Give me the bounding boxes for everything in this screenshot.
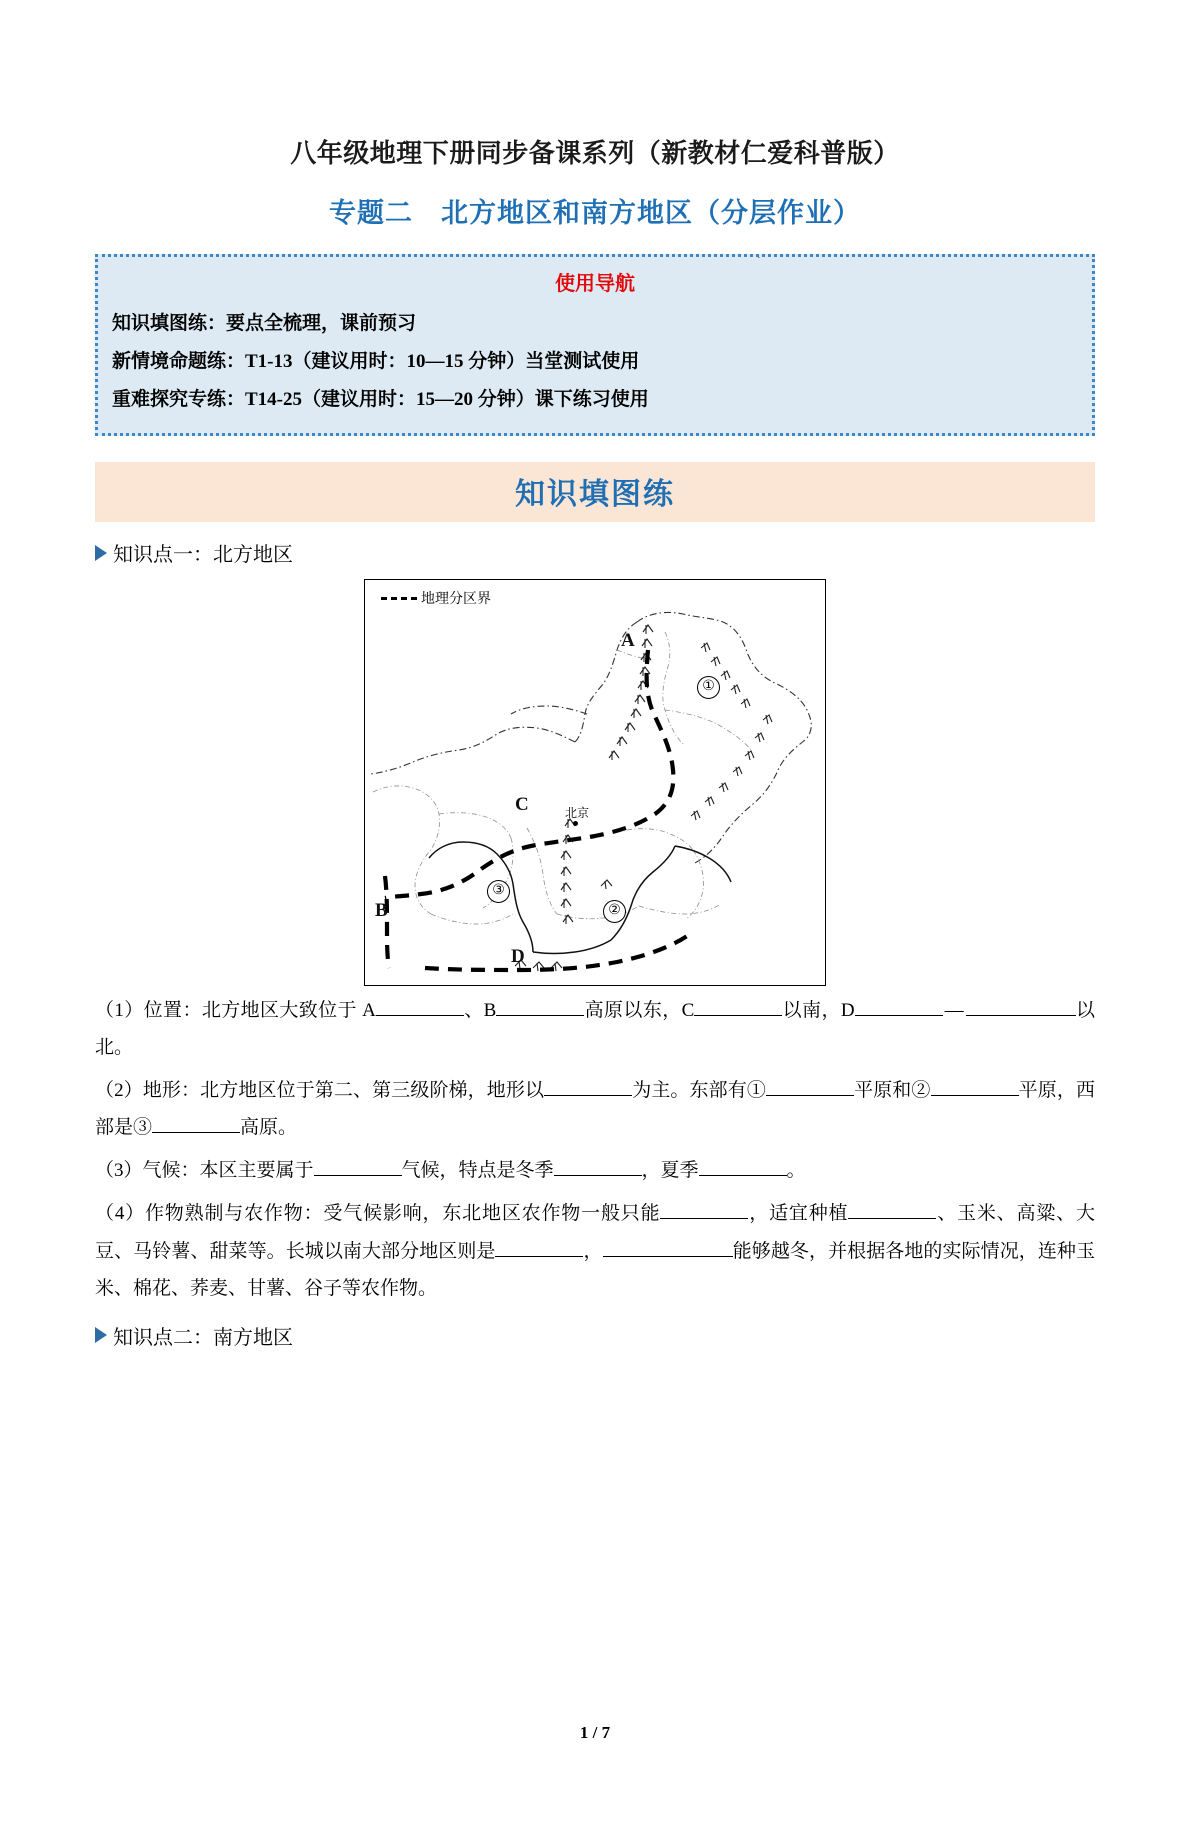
q1-text-5: 以北。 bbox=[95, 1000, 1095, 1059]
q2-text-3: 平原和② bbox=[853, 1080, 931, 1102]
q4-blank-1[interactable] bbox=[660, 1199, 748, 1220]
page-footer: 1 / 7 bbox=[579, 1723, 611, 1742]
q1-text-3: 高原以东，C bbox=[584, 1000, 695, 1022]
q3-text-2: 气候，特点是冬季 bbox=[401, 1160, 554, 1182]
usage-navigation-line-2: 新情境命题练：T1-13（建议用时：10—15 分钟）当堂测试使用 bbox=[112, 351, 640, 373]
map-number-3: ③ bbox=[487, 880, 510, 903]
page-title: 八年级地理下册同步备课系列（新教材仁爱科普版） bbox=[290, 139, 900, 168]
q2-text-1: （2）地形：北方地区位于第二、第三级阶梯，地形以 bbox=[95, 1080, 545, 1102]
map-label-c: C bbox=[515, 794, 529, 816]
usage-navigation-line-1: 知识填图练：要点全梳理，课前预习 bbox=[112, 313, 417, 335]
triangle-marker-icon-2 bbox=[95, 1327, 107, 1343]
knowledge-point-1-heading bbox=[95, 538, 1095, 567]
q2-blank-2[interactable] bbox=[766, 1075, 854, 1096]
q2-text-4: 平原，西部是③ bbox=[95, 1080, 1095, 1139]
knowledge-point-2-heading bbox=[95, 1321, 1095, 1350]
q2-text-5: 高原。 bbox=[240, 1117, 298, 1139]
knowledge-point-2-label: 知识点二：南方地区 bbox=[113, 1324, 293, 1349]
q3-blank-3[interactable] bbox=[699, 1156, 787, 1177]
tiny-mark: · bbox=[757, 252, 761, 264]
knowledge-point-1-label: 知识点一：北方地区 bbox=[113, 542, 293, 567]
usage-navigation-heading: 使用导航 bbox=[555, 273, 635, 296]
section-banner bbox=[95, 462, 1095, 522]
usage-navigation-line-3: 重难探究专练：T14-25（建议用时：15—20 分钟）课下练习使用 bbox=[112, 389, 649, 411]
china-north-region-map bbox=[364, 579, 826, 986]
q3-text-3: ，夏季 bbox=[641, 1160, 699, 1182]
q4-text-4: ， bbox=[583, 1240, 603, 1262]
document-page bbox=[0, 138, 1190, 1821]
question-1 bbox=[95, 992, 1095, 1066]
q1-dash: — bbox=[944, 1000, 964, 1022]
map-label-b: B bbox=[375, 900, 388, 922]
q4-text-2: ，适宜种植 bbox=[748, 1203, 849, 1225]
q1-blank-2[interactable] bbox=[496, 995, 584, 1016]
triangle-marker-icon bbox=[95, 545, 107, 561]
q3-blank-1[interactable] bbox=[314, 1156, 402, 1177]
map-outline-graphic bbox=[365, 580, 825, 985]
map-number-1: ① bbox=[697, 676, 720, 699]
question-4 bbox=[95, 1195, 1095, 1306]
map-legend-label: 地理分区界 bbox=[421, 591, 491, 608]
q3-text-4: 。 bbox=[786, 1160, 806, 1182]
q4-text-3: 、玉米、高粱、大豆、马铃薯、甜菜等。长城以南大部分地区则是 bbox=[95, 1203, 1095, 1262]
section-banner-label: 知识填图练 bbox=[515, 478, 675, 512]
q4-blank-2[interactable] bbox=[848, 1199, 936, 1220]
usage-navigation-box bbox=[95, 254, 1095, 436]
map-number-2: ② bbox=[603, 900, 626, 923]
q1-text-4: 以南，D bbox=[782, 1000, 855, 1022]
question-2 bbox=[95, 1072, 1095, 1146]
map-label-d: D bbox=[511, 946, 525, 968]
map-city-beijing: 北京 bbox=[565, 806, 590, 821]
q1-blank-4[interactable] bbox=[855, 995, 943, 1016]
q1-text-1: （1）位置：北方地区大致位于 A bbox=[95, 1000, 376, 1022]
q2-text-2: 为主。东部有① bbox=[632, 1080, 766, 1102]
q4-blank-4[interactable] bbox=[603, 1236, 733, 1257]
q4-blank-3[interactable] bbox=[495, 1236, 583, 1257]
q1-blank-5[interactable] bbox=[966, 995, 1076, 1016]
page-subtitle: 专题二 北方地区和南方地区（分层作业） bbox=[329, 197, 861, 228]
q2-blank-1[interactable] bbox=[544, 1075, 632, 1096]
question-3 bbox=[95, 1152, 1095, 1189]
q4-text-1: （4）作物熟制与农作物：受气候影响，东北地区农作物一般只能 bbox=[95, 1203, 661, 1225]
q1-blank-3[interactable] bbox=[694, 995, 782, 1016]
map-label-a: A bbox=[621, 630, 635, 652]
q2-blank-3[interactable] bbox=[931, 1075, 1019, 1096]
q3-text-1: （3）气候：本区主要属于 bbox=[95, 1160, 314, 1182]
q3-blank-2[interactable] bbox=[554, 1156, 642, 1177]
q4-text-5: 能够越冬，并根据各地的实际情况，连种玉米、棉花、荞麦、甘薯、谷子等农作物。 bbox=[95, 1240, 1095, 1299]
q2-blank-4[interactable] bbox=[152, 1112, 240, 1133]
map-figure-wrapper bbox=[95, 579, 1095, 986]
q1-blank-1[interactable] bbox=[376, 995, 464, 1016]
q1-text-2: 、B bbox=[463, 1000, 497, 1022]
